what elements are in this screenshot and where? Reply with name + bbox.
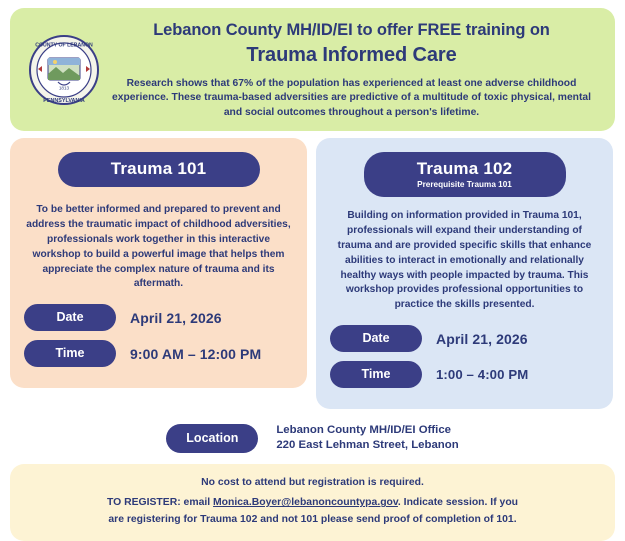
svg-text:PENNSYLVANIA: PENNSYLVANIA (43, 98, 85, 104)
svg-text:COUNTY OF LEBANON: COUNTY OF LEBANON (35, 42, 93, 49)
flyer-title-line2: Trauma Informed Care (246, 44, 457, 67)
footer-register-line (24, 495, 601, 512)
trauma-102-time-row (330, 361, 599, 388)
trauma-101-card (10, 138, 307, 388)
location-address (276, 423, 458, 453)
trauma-102-date-label: Date (330, 325, 422, 352)
location-line2: 220 East Lehman Street, Lebanon (276, 439, 459, 452)
trauma-102-time-label: Time (330, 361, 422, 388)
svg-text:1813: 1813 (58, 85, 70, 91)
footer-prereq-note: are registering for Trauma 102 and not 101 please send proof of completion of 101. (108, 514, 517, 526)
trauma-102-card (316, 138, 613, 409)
trauma-102-title: Trauma 102 (416, 159, 513, 178)
footer-cost-note: No cost to attend but registration is required. (201, 477, 424, 489)
trauma-101-description: To be better informed and prepared to prevent and address the traumatic impact of childhood adversities, professionals work together in this interactive workshop to build a powerful image that helps them appreciate the complex nature of trauma and its aftermath. (26, 204, 291, 290)
footer-register-suffix: . Indicate session. If you (397, 497, 519, 509)
trauma-101-time-value: 9:00 AM – 12:00 PM (130, 345, 262, 362)
trauma-101-time-label: Time (24, 340, 116, 367)
trauma-101-title-pill (58, 152, 260, 187)
location-label: Location (166, 424, 258, 453)
header-banner (10, 8, 615, 131)
trauma-102-prerequisite: Prerequisite Trauma 101 (417, 180, 512, 189)
county-seal-icon (28, 34, 100, 106)
flyer-title-line1: Lebanon County MH/ID/EI to offer FREE training on (153, 21, 550, 39)
trauma-102-title-pill (364, 152, 566, 197)
registration-email-link[interactable]: Monica.Boyer@lebanoncountypa.gov (213, 497, 398, 509)
session-columns (10, 138, 615, 409)
trauma-102-time-value: 1:00 – 4:00 PM (436, 367, 529, 383)
footer-register-prefix: TO REGISTER: email (106, 497, 214, 509)
header-description: Research shows that 67% of the population has experienced at least one adverse childhood experience. These trauma-based adversities are predictive of a multitude of toxic physical, mental and social outcomes throughout a person's lifetime. (112, 77, 591, 119)
trauma-102-description: Building on information provided in Trauma 101, professionals will expand their understanding of trauma and are provided specific skills that enhance abilities to interact in emotionally and relationally healthy ways with people impacted by trauma. This workshop provides professional opportunities to practice the skills presented. (337, 210, 592, 311)
trauma-101-date-row (24, 304, 293, 331)
trauma-101-date-value: April 21, 2026 (130, 309, 222, 326)
trauma-102-date-value: April 21, 2026 (436, 330, 528, 347)
trauma-101-schedule (24, 304, 293, 367)
registration-footer (10, 464, 615, 541)
location-row (10, 423, 615, 453)
trauma-102-schedule (330, 325, 599, 388)
location-line1: Lebanon County MH/ID/EI Office (276, 424, 452, 437)
trauma-101-time-row (24, 340, 293, 367)
trauma-101-title: Trauma 101 (110, 159, 207, 178)
trauma-102-date-row (330, 325, 599, 352)
flyer-title (106, 20, 597, 68)
trauma-101-date-label: Date (24, 304, 116, 331)
